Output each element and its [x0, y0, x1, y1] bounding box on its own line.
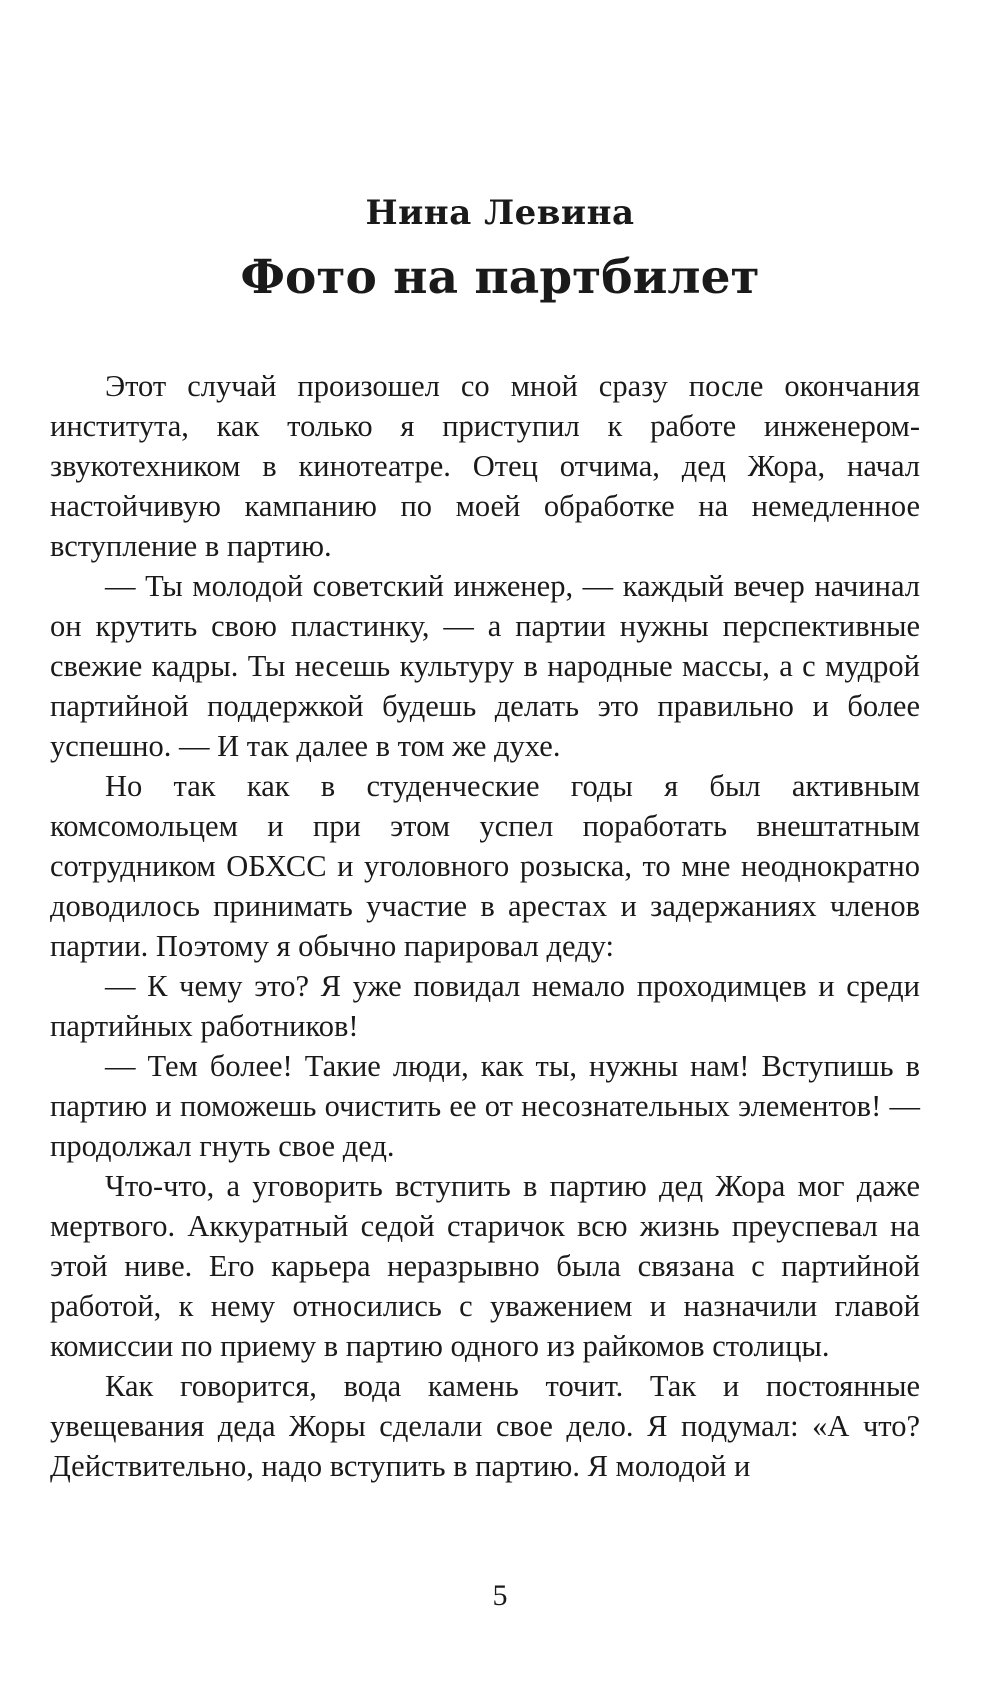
paragraph: Что-что, а уговорить вступить в партию дед Жора мог даже мертвого. Аккуратный седой старичок всю жизнь преуспевал на этой ниве. Его карьера неразрывно была связана с партийной работой, к нему относились с уважением и назначили главой комиссии по приему в партию одного из райкомов столицы.: [50, 1169, 920, 1363]
story-title: Фото на партбилет: [240, 250, 760, 305]
paragraph: — Ты молодой советский инженер, — каждый вечер начинал он крутить свою пластинку, — а партии нужны перспективные свежие кадры. Ты несешь культуру в народные массы, а с мудрой партийной поддержкой будешь делать это правильно и более успешно. — И так далее в том же духе.: [50, 569, 920, 763]
paragraph: Как говорится, вода камень точит. Так и постоянные увещевания деда Жоры сделали свое дело. Я подумал: «А что? Действительно, надо вступить в партию. Я молодой и: [50, 1369, 920, 1483]
paragraph: — К чему это? Я уже повидал немало проходимцев и среди партийных работников!: [50, 969, 920, 1043]
author-name: Нина Левина: [365, 193, 635, 233]
paragraph: Но так как в студенческие годы я был активным комсомольцем и при этом успел поработать внештатным сотрудником ОБХСС и уголовного розыска, то мне неоднократно доводилось принимать участие в арестах и задержаниях членов партии. Поэтому я обычно парировал деду:: [50, 769, 920, 963]
paragraph: Этот случай произошел со мной сразу после окончания института, как только я приступил к работе инженером-звукотехником в кинотеатре. Отец отчима, дед Жора, начал настойчивую кампанию по моей обработке на немедленное вступление в партию.: [50, 369, 920, 563]
paragraph: — Тем более! Такие люди, как ты, нужны нам! Вступишь в партию и поможешь очистить ее от несознательных элементов! — продолжал гнуть свое дед.: [50, 1049, 920, 1163]
story-body: [50, 366, 920, 1486]
page-number: 5: [492, 1579, 508, 1612]
